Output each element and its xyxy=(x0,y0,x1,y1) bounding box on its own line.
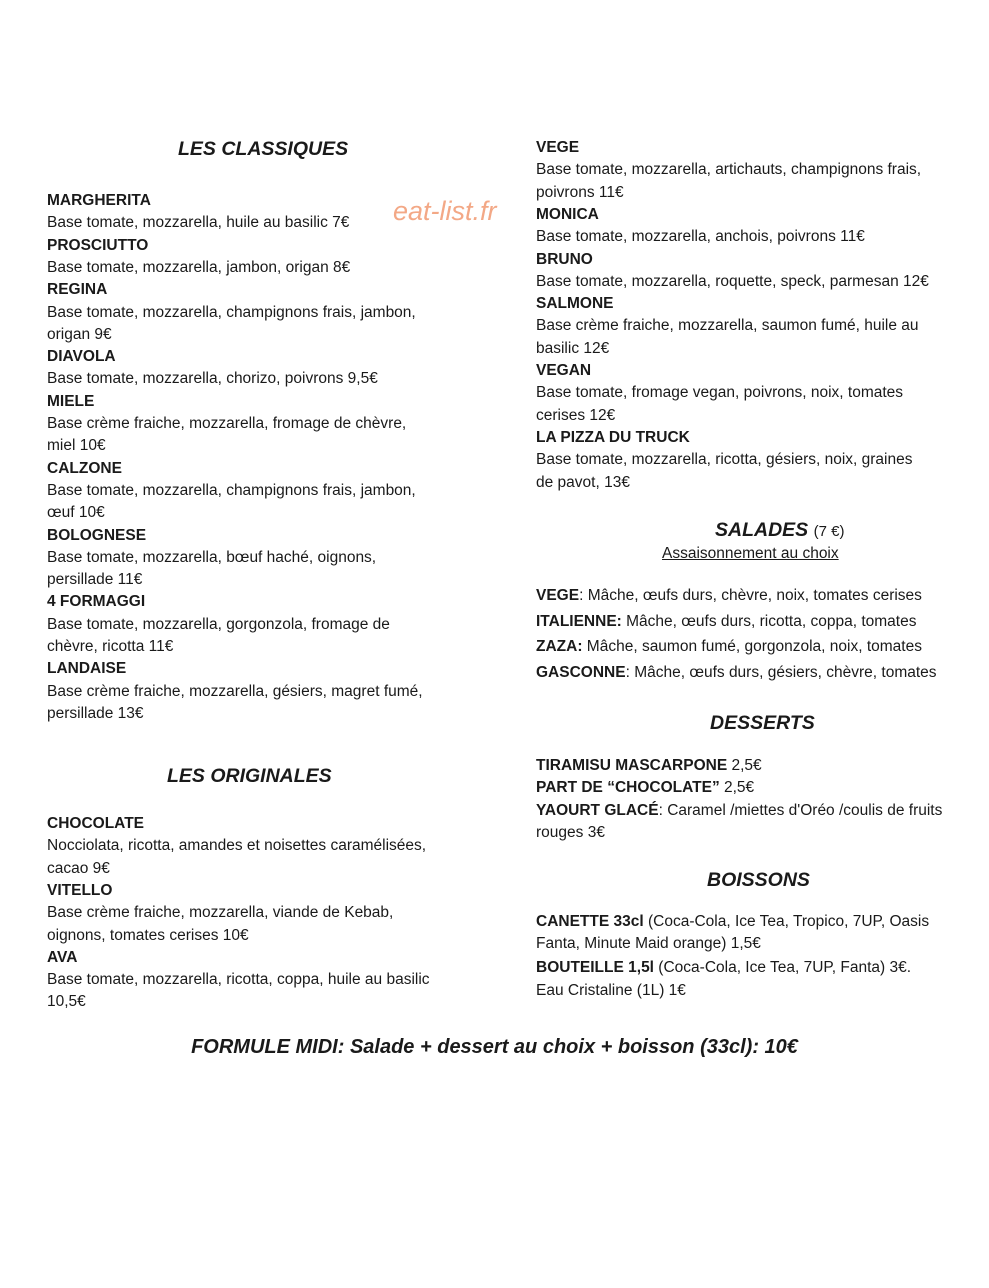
pizza-description: Base tomate, mozzarella, ricotta, coppa, huile au basilic xyxy=(47,971,430,989)
pizza-name: AVA xyxy=(47,948,78,966)
salades-price-note: (7 €) xyxy=(813,523,845,540)
pizza-name: 4 FORMAGGI xyxy=(47,593,146,611)
pizza-description: basilic 12€ xyxy=(536,339,610,357)
desserts-item-desc: : Caramel /miettes d'Oréo /coulis de fruits xyxy=(658,801,943,819)
pizza-description: Base tomate, mozzarella, anchois, poivrons 11€ xyxy=(536,228,865,246)
pizza-description: Base tomate, mozzarella, ricotta, gésiers, noix, graines xyxy=(536,451,913,469)
desserts-item-desc: 2,5€ xyxy=(719,779,755,797)
pizza-description: de pavot, 13€ xyxy=(536,473,630,491)
pizza-description: 10,5€ xyxy=(47,993,86,1011)
salades-item-name: VEGE xyxy=(536,587,580,604)
salades-subtitle: Assaisonnement au choix xyxy=(662,545,839,562)
pizza-description: Base tomate, mozzarella, champignons frais, jambon, xyxy=(47,481,416,499)
salades-item-desc: Mâche, œufs durs, ricotta, coppa, tomates xyxy=(621,612,917,630)
section-title-originales: LES ORIGINALES xyxy=(167,765,332,787)
salades-item-desc: : Mâche, œufs durs, chèvre, noix, tomates cerises xyxy=(579,587,922,604)
pizza-name: BOLOGNESE xyxy=(47,526,147,544)
pizza-description: miel 10€ xyxy=(47,437,106,455)
salades-item xyxy=(536,636,922,658)
pizza-name: LA PIZZA DU TRUCK xyxy=(536,428,690,446)
desserts-item-continuation: rouges 3€ xyxy=(536,823,605,841)
pizza-name: CALZONE xyxy=(47,459,122,477)
pizza-name: PROSCIUTTO xyxy=(47,236,149,254)
pizza-description: origan 9€ xyxy=(47,325,112,343)
pizza-name: VITELLO xyxy=(47,881,113,899)
pizza-name: CHOCOLATE xyxy=(47,815,145,832)
pizza-description: Base crème fraiche, mozzarella, gésiers, magret fumé, xyxy=(47,682,423,700)
salades-item-name: GASCONNE xyxy=(536,663,626,681)
pizza-description: Base crème fraiche, mozzarella, viande de Kebab, xyxy=(47,904,394,922)
pizza-description: cerises 12€ xyxy=(536,406,616,424)
pizza-description: œuf 10€ xyxy=(47,504,105,522)
salades-item xyxy=(536,611,916,633)
pizza-name: VEGAN xyxy=(536,362,592,379)
pizza-description: Base crème fraiche, mozzarella, saumon fumé, huile au xyxy=(536,317,919,335)
pizza-description: Base tomate, mozzarella, jambon, origan 8€ xyxy=(47,258,351,276)
section-title-classiques: LES CLASSIQUES xyxy=(178,138,349,160)
boissons-item-name: CANETTE 33cl xyxy=(536,913,644,930)
desserts-item-desc: 2,5€ xyxy=(727,757,762,774)
section-title-boissons: BOISSONS xyxy=(707,869,810,891)
desserts-item-name: YAOURT GLACÉ xyxy=(536,801,659,819)
salades-item-desc: : Mâche, œufs durs, gésiers, chèvre, tomates xyxy=(625,663,937,681)
pizza-description: Base tomate, mozzarella, artichauts, champignons frais, xyxy=(536,161,922,179)
pizza-name: MONICA xyxy=(536,205,599,223)
salades-item-desc: Mâche, saumon fumé, gorgonzola, noix, tomates xyxy=(582,638,922,655)
pizza-description: cacao 9€ xyxy=(47,859,110,877)
pizza-description: Base tomate, mozzarella, roquette, speck, parmesan 12€ xyxy=(536,272,929,290)
pizza-description: Nocciolata, ricotta, amandes et noisettes caramélisées, xyxy=(47,837,427,855)
pizza-description: Base tomate, mozzarella, bœuf haché, oignons, xyxy=(47,548,377,566)
desserts-item xyxy=(536,800,942,822)
salades-item-name: ZAZA: xyxy=(536,638,583,655)
pizza-name: MARGHERITA xyxy=(47,192,151,209)
salades-item xyxy=(536,585,922,607)
pizza-description: chèvre, ricotta 11€ xyxy=(47,638,174,655)
pizza-description: persillade 13€ xyxy=(47,704,144,722)
boissons-item-name: BOUTEILLE 1,5l xyxy=(536,959,654,977)
pizza-name: BRUNO xyxy=(536,250,593,268)
pizza-name: REGINA xyxy=(47,281,108,299)
boissons-item-continuation: Fanta, Minute Maid orange) 1,5€ xyxy=(536,935,761,953)
salades-item xyxy=(536,662,937,684)
pizza-description: Base tomate, mozzarella, gorgonzola, fromage de xyxy=(47,615,390,633)
desserts-item-name: PART DE “CHOCOLATE” xyxy=(536,779,720,797)
boissons-item-continuation: Eau Cristaline (1L) 1€ xyxy=(536,981,686,999)
formule-midi-footer: FORMULE MIDI: Salade + dessert au choix + boisson (33cl): 10€ xyxy=(191,1036,798,1058)
pizza-description: persillade 11€ xyxy=(47,571,143,589)
desserts-item-name: TIRAMISU MASCARPONE xyxy=(536,757,728,774)
pizza-name: VEGE xyxy=(536,139,580,156)
pizza-description: oignons, tomates cerises 10€ xyxy=(47,926,249,944)
boissons-item xyxy=(536,957,911,979)
boissons-item-desc: (Coca-Cola, Ice Tea, Tropico, 7UP, Oasis xyxy=(643,913,930,930)
salades-title: SALADES xyxy=(715,519,809,541)
section-title-desserts: DESSERTS xyxy=(710,712,815,734)
desserts-item xyxy=(536,777,754,799)
pizza-name: LANDAISE xyxy=(47,660,127,678)
pizza-description: Base crème fraiche, mozzarella, fromage de chèvre, xyxy=(47,415,407,432)
salades-item-name: ITALIENNE: xyxy=(536,612,622,630)
boissons-item-desc: (Coca-Cola, Ice Tea, 7UP, Fanta) 3€. xyxy=(654,959,912,977)
pizza-description: Base tomate, mozzarella, huile au basilic 7€ xyxy=(47,214,350,232)
watermark-text: eat-list.fr xyxy=(393,196,497,226)
pizza-description: poivrons 11€ xyxy=(536,183,624,201)
pizza-name: SALMONE xyxy=(536,295,614,313)
pizza-name: DIAVOLA xyxy=(47,348,116,366)
pizza-description: Base tomate, mozzarella, chorizo, poivrons 9,5€ xyxy=(47,370,378,388)
section-title-salades xyxy=(715,519,844,542)
boissons-item xyxy=(536,911,929,933)
pizza-name: MIELE xyxy=(47,392,95,410)
pizza-description: Base tomate, mozzarella, champignons frais, jambon, xyxy=(47,303,416,321)
desserts-item xyxy=(536,755,762,777)
pizza-description: Base tomate, fromage vegan, poivrons, noix, tomates xyxy=(536,384,904,402)
